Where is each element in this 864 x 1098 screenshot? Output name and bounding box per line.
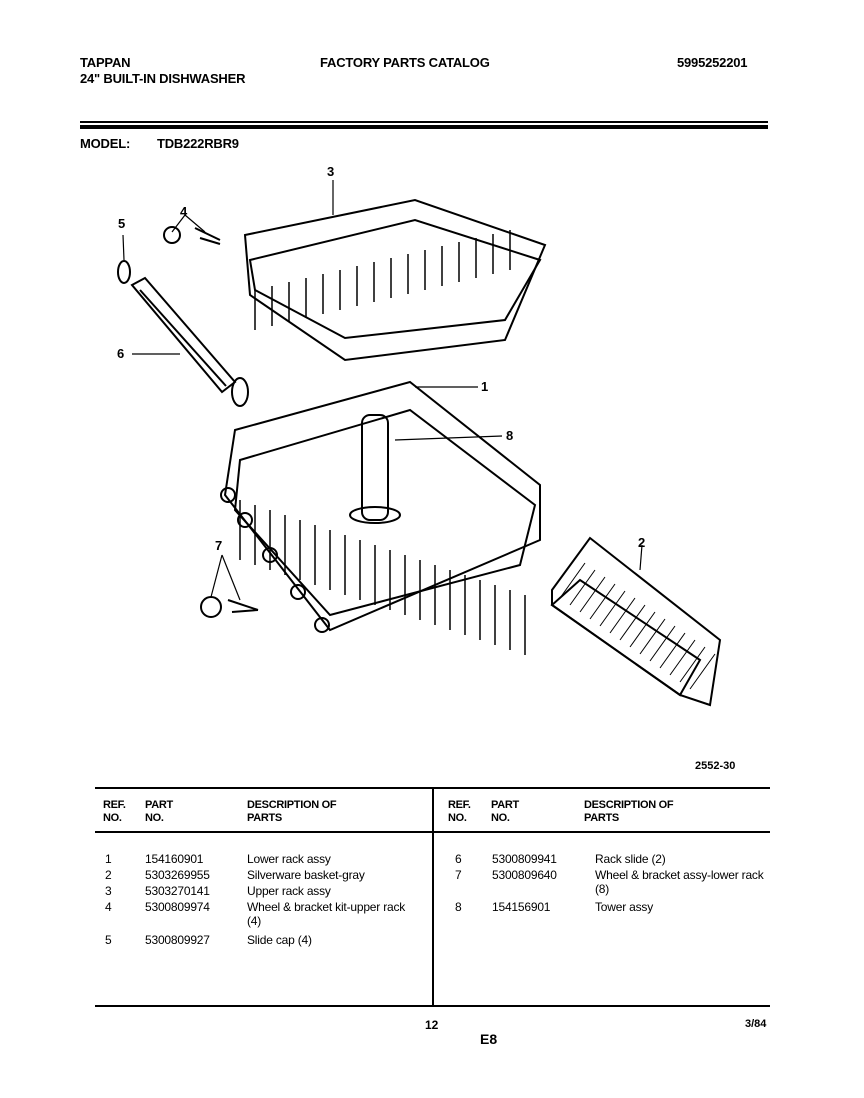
model-number: TDB222RBR9 (157, 136, 239, 151)
header-rule-thin (80, 121, 768, 123)
silverware-basket-drawing (552, 538, 720, 705)
wire (640, 619, 665, 654)
catalog-number: 5995252201 (677, 55, 748, 70)
page-number: 12 (425, 1018, 439, 1032)
header-desc-left: DESCRIPTION OF PARTS (247, 799, 337, 824)
callout-4: 4 (180, 204, 188, 219)
lower-rack-drawing (221, 382, 540, 655)
callout-5: 5 (118, 216, 126, 231)
catalog-title: FACTORY PARTS CATALOG (320, 55, 490, 70)
figure-number: 2552-30 (695, 760, 736, 772)
wire (630, 612, 655, 647)
wire (670, 640, 695, 675)
upper-wheel-bracket-drawing (164, 227, 220, 244)
header-part-right: PART NO. (491, 799, 519, 824)
section-code: E8 (480, 1031, 498, 1047)
slide-cap-drawing (118, 261, 130, 283)
rack-slide-drawing (132, 278, 248, 406)
callout-3: 3 (327, 164, 335, 179)
upper-rack-drawing (245, 200, 545, 360)
model-label: MODEL: (80, 136, 131, 151)
header-desc-right: DESCRIPTION OF PARTS (584, 799, 674, 824)
callout-7: 7 (215, 538, 223, 553)
product-name: 24" BUILT-IN DISHWASHER (80, 71, 246, 86)
wire (680, 647, 705, 682)
exploded-parts-diagram (0, 160, 864, 760)
brand: TAPPAN (80, 55, 131, 70)
table-divider (432, 789, 434, 1005)
header-ref-right: REF. NO. (448, 799, 471, 824)
print-date: 3/84 (745, 1018, 767, 1030)
callout-1: 1 (481, 379, 489, 394)
header-ref-left: REF. NO. (103, 799, 126, 824)
callout-8: 8 (506, 428, 514, 443)
wire (650, 626, 675, 661)
parts-table: REF. NO. PART NO. DESCRIPTION OF PARTS REF. NO. PART NO. DESCRIPTION OF PARTS 1 154160901 Lower rack assy 2 5303269955 Silverware basket-gray 3 5303270141 Upper rack assy 4 5300809974 Wheel & bracket kit-upper rack (4) 5 5300809927 Slide cap (4) 6 5300809941 Rack slide (2) 7 5300809640 Wheel & bracket assy-lower rack (8) 8 154156901 Tower assy (95, 787, 770, 1007)
callout-6: 6 (117, 346, 125, 361)
wire (660, 633, 685, 668)
header-rule-thick (80, 125, 768, 129)
header-part-left: PART NO. (145, 799, 173, 824)
callout-2: 2 (638, 535, 646, 550)
lower-wheel-bracket-drawing (201, 597, 258, 617)
table-header-rule (95, 831, 770, 833)
